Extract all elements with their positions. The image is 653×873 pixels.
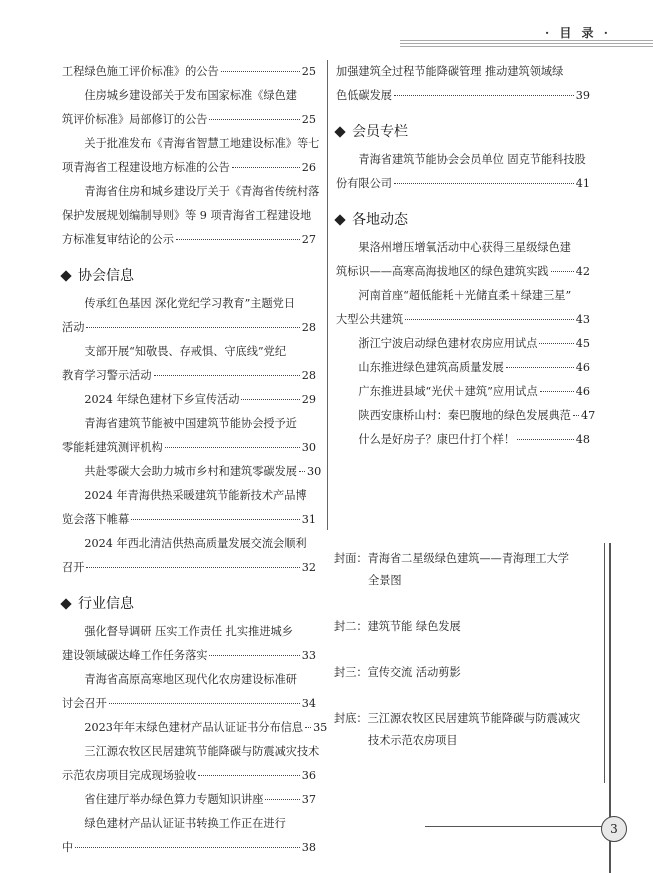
cover-note-text: 宣传交流 活动剪影	[367, 666, 461, 679]
toc-entry[interactable]	[62, 740, 320, 788]
diamond-bullet-icon	[334, 214, 345, 225]
toc-page-number: 46	[575, 361, 590, 374]
cover-note-line	[334, 548, 614, 570]
toc-page-number: 43	[575, 313, 590, 326]
cover-note-line	[334, 616, 614, 638]
dot-leader	[209, 119, 299, 120]
toc-entry-line	[336, 84, 590, 108]
toc-left-column	[62, 60, 328, 860]
toc-entry-line	[336, 260, 590, 284]
toc-entry-text: 青海省住房和城乡建设厅关于《青海省传统村落	[84, 185, 320, 198]
toc-page-number: 28	[301, 369, 316, 382]
toc-page-number: 34	[301, 697, 316, 710]
column-divider	[327, 60, 328, 530]
toc-entry-line	[62, 340, 316, 364]
toc-entry-line	[62, 484, 316, 508]
cover-note-label: 封面：	[334, 552, 368, 565]
dot-leader	[198, 775, 299, 776]
toc-entry[interactable]	[62, 180, 320, 252]
toc-entry-line	[62, 204, 316, 228]
footer-rule	[425, 826, 605, 827]
cover-note-label: 封二：	[334, 620, 368, 633]
toc-entry[interactable]	[62, 460, 322, 484]
toc-entry-text: 陕西安康桥山村：秦巴腹地的绿色发展典范	[358, 409, 571, 422]
toc-entry[interactable]	[62, 620, 316, 668]
toc-entry[interactable]	[336, 236, 590, 284]
dot-leader	[539, 343, 573, 344]
diamond-bullet-icon	[334, 126, 345, 137]
toc-entry-line	[62, 788, 316, 812]
toc-page-number: 33	[301, 649, 316, 662]
toc-entry-line	[336, 308, 590, 332]
dot-leader	[176, 239, 300, 240]
toc-entry[interactable]	[336, 404, 596, 428]
toc-entry-line	[62, 620, 316, 644]
toc-entry-text: 青海省高原高寒地区现代化农房建设标准研	[84, 673, 297, 686]
toc-right-column	[336, 60, 596, 452]
toc-entry-text: 活动	[62, 321, 85, 334]
toc-entry-text: 零能耗建筑测评机构	[62, 441, 163, 454]
toc-entry-line	[62, 364, 316, 388]
toc-entry-text: 绿色建材产品认证证书转换工作正在进行	[84, 817, 286, 830]
toc-entry-text: 共赴零碳大会助力城市乡村和建筑零碳发展	[84, 465, 297, 478]
toc-entry-line	[336, 284, 590, 308]
toc-page-number: 37	[301, 793, 316, 806]
toc-entry-text: 什么是好房子？康巴什打个样！	[358, 433, 516, 446]
cover-note	[334, 616, 614, 638]
toc-entry-text: 支部开展“知敬畏、存戒惧、守底线”党纪	[84, 345, 287, 358]
toc-entry-text: 省住建厅举办绿色算力专题知识讲座	[84, 793, 264, 806]
toc-entry[interactable]	[62, 84, 316, 132]
toc-entry-text: 建设领域碳达峰工作任务落实	[62, 649, 208, 662]
toc-entry-line	[336, 148, 590, 172]
toc-page-number: 47	[580, 409, 596, 422]
section-title: 行业信息	[78, 596, 134, 612]
cover-note	[334, 662, 614, 684]
toc-entry-line	[62, 228, 316, 252]
toc-page-number: 39	[575, 89, 590, 102]
toc-entry-text: 2024 年西北清洁供热高质量发展交流会顺利	[84, 537, 307, 550]
section-heading	[334, 122, 590, 142]
toc-entry-text: 色低碳发展	[336, 89, 392, 102]
toc-page-number: 42	[575, 265, 590, 278]
page-header-title: · 目 录 ·	[545, 26, 611, 40]
toc-entry-text: 强化督导调研 压实工作责任 扎实推进城乡	[84, 625, 293, 638]
toc-entry-line	[62, 644, 316, 668]
toc-entry-line	[62, 460, 322, 484]
toc-entry-line	[62, 812, 316, 836]
diamond-bullet-icon	[60, 598, 71, 609]
toc-entry[interactable]	[62, 412, 316, 460]
cover-note-text: 青海省二星级绿色建筑——青海理工大学	[367, 552, 569, 565]
dot-leader	[506, 367, 574, 368]
toc-page-number: 31	[301, 513, 316, 526]
toc-entry-text: 大型公共建筑	[336, 313, 404, 326]
toc-entry-text: 保护发展规划编制导则》等 9 项青海省工程建设地	[62, 209, 312, 222]
toc-entry-line	[62, 60, 316, 84]
toc-entry-text: 广东推进县域“光伏＋建筑”应用试点	[358, 385, 538, 398]
toc-page-number: 25	[301, 65, 316, 78]
toc-entry[interactable]	[62, 60, 316, 84]
section-title: 协会信息	[78, 268, 134, 284]
toc-entry-line	[62, 556, 316, 580]
toc-entry-text: 传承红色基因 深化党纪学习教育”主题党日	[84, 297, 296, 310]
toc-page-number: 28	[301, 321, 316, 334]
toc-entry-line	[62, 108, 316, 132]
dot-leader	[221, 71, 300, 72]
dot-leader	[75, 847, 300, 848]
toc-entry-line	[62, 692, 316, 716]
toc-entry[interactable]	[62, 292, 316, 340]
dot-leader	[154, 375, 300, 376]
toc-entry[interactable]	[62, 532, 316, 580]
toc-entry-text: 召开	[62, 561, 85, 574]
header-rule	[400, 40, 653, 48]
toc-entry-text: 浙江宁波启动绿色建材农房应用试点	[358, 337, 538, 350]
dot-leader	[517, 439, 574, 440]
dot-leader	[573, 415, 579, 416]
toc-entry-line	[62, 388, 316, 412]
toc-entry-text: 果洛州增压增氧活动中心获得三星级绿色建	[358, 241, 571, 254]
dot-leader	[394, 95, 574, 96]
toc-entry[interactable]	[336, 332, 590, 356]
toc-page-number: 41	[575, 177, 590, 190]
toc-page-number: 29	[301, 393, 316, 406]
dot-leader	[86, 327, 299, 328]
toc-entry-line	[62, 532, 316, 556]
cover-note-text: 建筑节能 绿色发展	[367, 620, 461, 633]
toc-entry-line	[62, 132, 320, 156]
cover-note-text: 三江源农牧区民居建筑节能降碳与防震减灾	[367, 712, 581, 725]
toc-entry-line	[62, 84, 316, 108]
toc-page-number: 35	[313, 721, 328, 734]
toc-entry-line	[62, 292, 316, 316]
toc-page-number: 46	[575, 385, 590, 398]
toc-page-number: 38	[301, 841, 316, 854]
dot-leader	[109, 703, 300, 704]
toc-entry-line	[62, 836, 316, 860]
toc-page-number: 25	[301, 113, 316, 126]
toc-entry-line	[62, 508, 316, 532]
dot-leader	[305, 727, 311, 728]
toc-entry[interactable]	[62, 788, 316, 812]
cover-notes	[334, 548, 614, 776]
toc-entry-line	[336, 404, 596, 428]
toc-page-number: 48	[575, 433, 590, 446]
page-number: 3	[601, 816, 627, 842]
toc-entry-line	[336, 380, 590, 404]
toc-entry-text: 2023年年末绿色建材产品认证证书分布信息	[84, 721, 304, 734]
toc-entry-line	[62, 412, 316, 436]
toc-entry-text: 2024 年绿色建材下乡宣传活动	[84, 393, 240, 406]
dot-leader	[232, 167, 300, 168]
dot-leader	[131, 519, 300, 520]
toc-entry[interactable]	[336, 428, 590, 452]
toc-page-number: 45	[575, 337, 590, 350]
toc-entry-text: 方标准复审结论的公示	[62, 233, 174, 246]
toc-entry-text: 中	[62, 841, 74, 854]
dot-leader	[265, 799, 299, 800]
dot-leader	[165, 447, 300, 448]
section-heading	[60, 266, 316, 286]
toc-entry[interactable]	[336, 284, 590, 332]
toc-page-number: 36	[301, 769, 316, 782]
section-title: 会员专栏	[352, 124, 408, 140]
cover-note-subtext: 全景图	[368, 574, 402, 587]
dot-leader	[540, 391, 574, 392]
toc-entry-text: 工程绿色施工评价标准》的公告	[62, 65, 219, 78]
toc-page-number: 30	[301, 441, 316, 454]
toc-entry[interactable]	[62, 340, 316, 388]
toc-entry-line	[62, 740, 320, 764]
toc-entry-text: 筑标识——高寒高海拔地区的绿色建筑实践	[336, 265, 549, 278]
toc-page-number: 30	[306, 465, 322, 478]
cover-note-label: 封底：	[334, 712, 368, 725]
cover-note-line	[334, 708, 614, 730]
toc-entry-text: 2024 年青海供热采暖建筑节能新技术产品博	[84, 489, 307, 502]
decor-line	[604, 543, 605, 783]
toc-entry-text: 青海省建筑节能被中国建筑节能协会授予近	[84, 417, 297, 430]
section-title: 各地动态	[352, 212, 408, 228]
toc-entry-text: 示范农房项目完成现场验收	[62, 769, 197, 782]
toc-entry[interactable]	[336, 356, 590, 380]
toc-entry-text: 筑评价标准》局部修订的公告	[62, 113, 208, 126]
dot-leader	[299, 471, 305, 472]
dot-leader	[394, 183, 574, 184]
toc-entry-text: 河南首座“超低能耗＋光储直柔＋绿建三星”	[358, 289, 572, 302]
toc-entry[interactable]	[336, 380, 590, 404]
toc-entry-text: 住房城乡建设部关于发布国家标准《绿色建	[84, 89, 297, 102]
toc-entry-line	[336, 236, 590, 260]
toc-page-number: 27	[301, 233, 316, 246]
toc-entry-text: 加强建筑全过程节能降碳管理 推动建筑领域绿	[336, 65, 564, 78]
toc-entry-text: 份有限公司	[336, 177, 392, 190]
toc-entry[interactable]	[336, 60, 590, 108]
dot-leader	[551, 271, 574, 272]
toc-entry-line	[62, 436, 316, 460]
toc-entry-line	[336, 428, 590, 452]
cover-note-label: 封三：	[334, 666, 368, 679]
toc-entry[interactable]	[62, 716, 328, 740]
toc-entry[interactable]	[62, 668, 316, 716]
cover-note	[334, 708, 614, 752]
toc-entry-text: 项青海省工程建设地方标准的公告	[62, 161, 230, 174]
toc-entry-line	[62, 716, 328, 740]
dot-leader	[209, 655, 299, 656]
toc-entry-line	[62, 316, 316, 340]
toc-page-number: 32	[301, 561, 316, 574]
toc-entry[interactable]	[62, 132, 320, 180]
section-heading	[60, 594, 316, 614]
toc-entry-line	[62, 764, 316, 788]
toc-entry-text: 讨会召开	[62, 697, 107, 710]
dot-leader	[86, 567, 299, 568]
toc-entry-text: 山东推进绿色建筑高质量发展	[358, 361, 504, 374]
cover-note-subtext: 技术示范农房项目	[368, 734, 458, 747]
toc-entry-line	[336, 172, 590, 196]
diamond-bullet-icon	[60, 270, 71, 281]
dot-leader	[241, 399, 299, 400]
toc-entry-line	[62, 156, 316, 180]
toc-entry-line	[62, 668, 316, 692]
toc-entry-text: 教育学习警示活动	[62, 369, 152, 382]
toc-entry-line	[336, 332, 590, 356]
toc-entry[interactable]	[336, 148, 590, 196]
toc-entry-text: 关于批准发布《青海省智慧工地建设标准》等七	[84, 137, 320, 150]
toc-entry-text: 览会落下帷幕	[62, 513, 130, 526]
toc-entry[interactable]	[62, 812, 316, 860]
cover-note	[334, 548, 614, 592]
toc-entry-text: 青海省建筑节能协会会员单位 固克节能科技股	[358, 153, 586, 166]
toc-entry-text: 三江源农牧区民居建筑节能降碳与防震减灾技术	[84, 745, 320, 758]
toc-entry[interactable]	[62, 484, 316, 532]
cover-note-line	[334, 662, 614, 684]
toc-entry-line	[62, 180, 320, 204]
dot-leader	[405, 319, 574, 320]
toc-entry[interactable]	[62, 388, 316, 412]
toc-page-number: 26	[301, 161, 316, 174]
section-heading	[334, 210, 590, 230]
toc-entry-line	[336, 356, 590, 380]
toc-entry-line	[336, 60, 590, 84]
